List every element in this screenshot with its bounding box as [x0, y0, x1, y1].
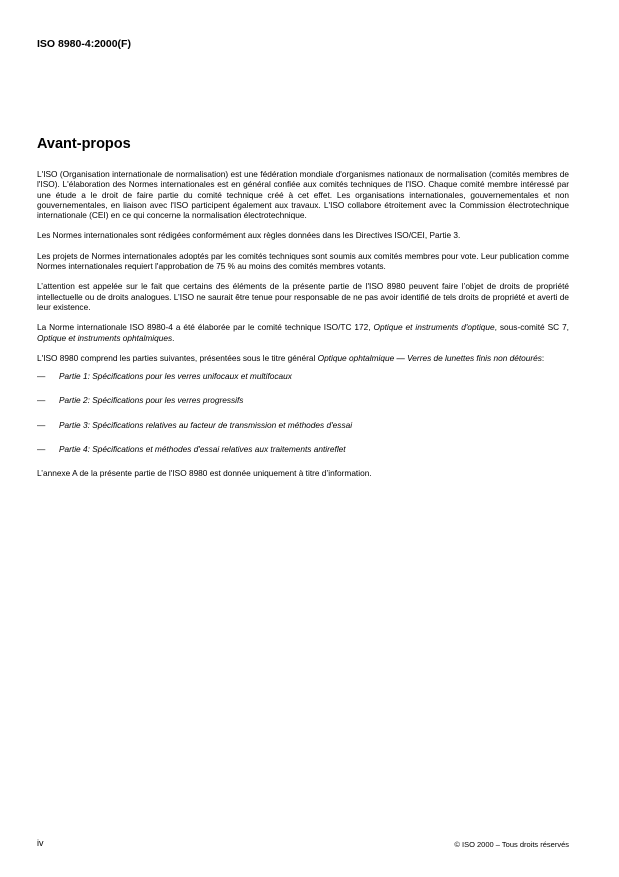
foreword-body — [37, 169, 569, 489]
parts-intro-italic: Optique ophtalmique — Verres de lunettes finis non détourés — [317, 352, 542, 363]
paragraph-directives: Les Normes internationales sont rédigées conformément aux règles données dans les Directives ISO/CEI, Partie 3. — [37, 230, 461, 241]
paragraph-iso-organisation: L'ISO (Organisation internationale de normalisation) est une fédération mondiale d'organismes nationaux de normalisation (comités membres de l'ISO). L'élaboration des Normes internationales est en général confiée aux comités techniques de l'ISO. Chaque comité membre intéressé par une étude a le droit de faire partie du comité technique créé à cet effet. Les organisations internationales, gouvernementales et non gouvernementales, en liaison avec l'ISO participent également aux travaux. L'ISO collabore étroitement avec la Commission électrotechnique internationale (CEI) en ce qui concerne la normalisation électrotechnique. — [37, 169, 569, 221]
list-item-text: Partie 3: Spécifications relatives au facteur de transmission et méthodes d'essai — [59, 419, 353, 430]
list-item — [37, 371, 569, 381]
committee-text-2: , sous-comité SC 7, — [494, 322, 569, 333]
paragraph-voting: Les projets de Normes internationales adoptés par les comités techniques sont soumis aux comités membres pour vote. Leur publication comme Normes internationales requiert l'approbation de 75 % au moins des comités membres votants. — [37, 250, 569, 272]
list-item — [37, 444, 569, 454]
section-title: Avant-propos — [37, 136, 131, 152]
paragraph-annex: L’annexe A de la présente partie de l'ISO 8980 est donnée uniquement à titre d’information. — [37, 468, 372, 479]
paragraph-committee — [37, 322, 569, 343]
list-item-text: Partie 4: Spécifications et méthodes d'essai relatives aux traitements antireflet — [59, 444, 346, 455]
list-item-text: Partie 1: Spécifications pour les verres unifocaux et multifocaux — [59, 371, 292, 382]
list-dash: — — [37, 419, 46, 430]
paragraph-parts-intro — [37, 353, 569, 363]
document-id-header: ISO 8980-4:2000(F) — [37, 38, 131, 50]
committee-text-1: La Norme internationale ISO 8980-4 a été élaborée par le comité technique ISO/TC 172, — [37, 322, 374, 333]
list-item-text: Partie 2: Spécifications pour les verres progressifs — [59, 395, 244, 406]
list-dash: — — [37, 395, 46, 406]
parts-intro-text-1: L'ISO 8980 comprend les parties suivantes, présentées sous le titre général — [37, 352, 318, 363]
list-dash: — — [37, 371, 46, 382]
committee-italic-1: Optique et instruments d'optique — [373, 322, 495, 333]
committee-italic-2: Optique et instruments ophtalmiques — [37, 332, 173, 343]
list-item — [37, 395, 569, 405]
committee-text-3: . — [172, 332, 175, 343]
copyright-notice: © ISO 2000 – Tous droits réservés — [454, 840, 569, 849]
page-number: iv — [37, 838, 44, 848]
parts-intro-text-2: : — [541, 352, 545, 363]
list-item — [37, 420, 569, 430]
list-dash: — — [37, 444, 46, 455]
paragraph-patent-rights: L’attention est appelée sur le fait que certains des éléments de la présente partie de l'ISO 8980 peuvent faire l’objet de droits de propriété intellectuelle ou de droits analogues. L’ISO ne saurait être tenue pour responsable de ne pas avoir identifié de tels droits de propriété et averti de leur existence. — [37, 281, 569, 312]
